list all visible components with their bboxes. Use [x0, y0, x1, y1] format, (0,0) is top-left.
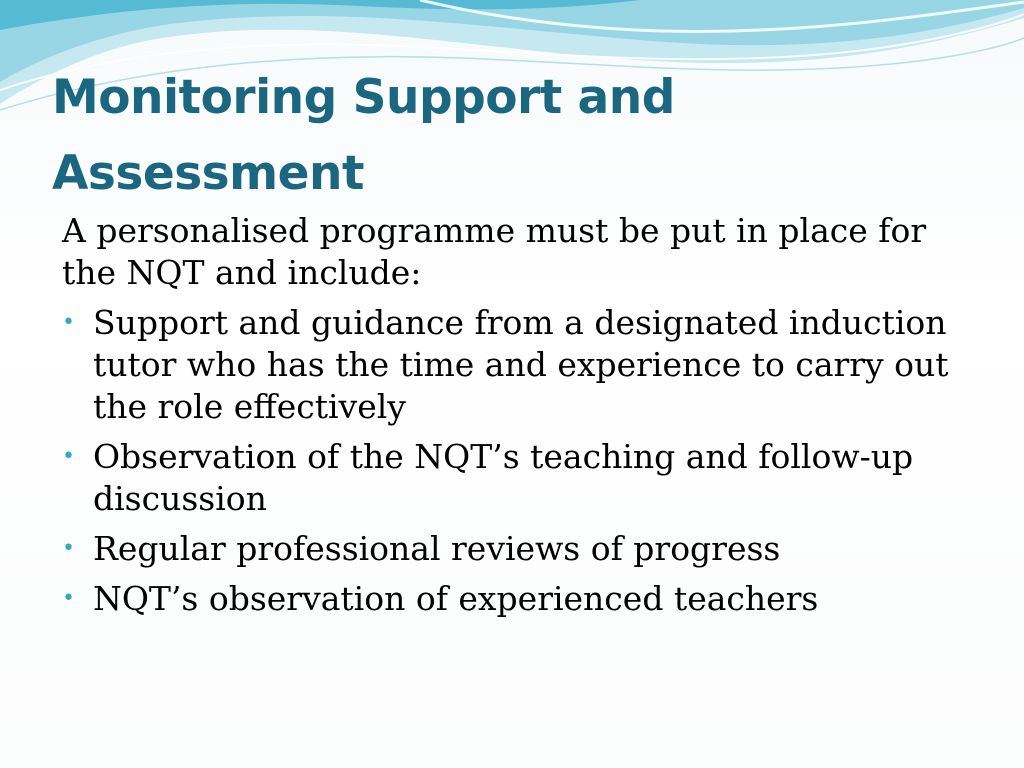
bullet-icon: • — [62, 444, 75, 469]
bullet-text: Regular professional reviews of progress — [93, 529, 781, 568]
bullet-text: NQT’s observation of experienced teachers — [93, 579, 819, 618]
bullet-icon: • — [62, 536, 75, 561]
bullet-item — [62, 436, 982, 520]
slide-title: Monitoring Support and Assessment — [52, 70, 675, 201]
bullet-item — [62, 578, 982, 620]
slide-body — [62, 210, 982, 628]
intro-text: A personalised programme must be put in place for the NQT and include: — [62, 211, 927, 292]
bullet-list — [62, 302, 982, 620]
bullet-icon: • — [62, 586, 75, 611]
bullet-icon: • — [62, 310, 75, 335]
bullet-item — [62, 528, 982, 570]
bullet-item — [62, 302, 982, 428]
bullet-text: Observation of the NQT’s teaching and follow-up discussion — [93, 437, 914, 518]
bullet-text: Support and guidance from a designated induction tutor who has the time and experience to carry out the role effectively — [93, 303, 949, 426]
